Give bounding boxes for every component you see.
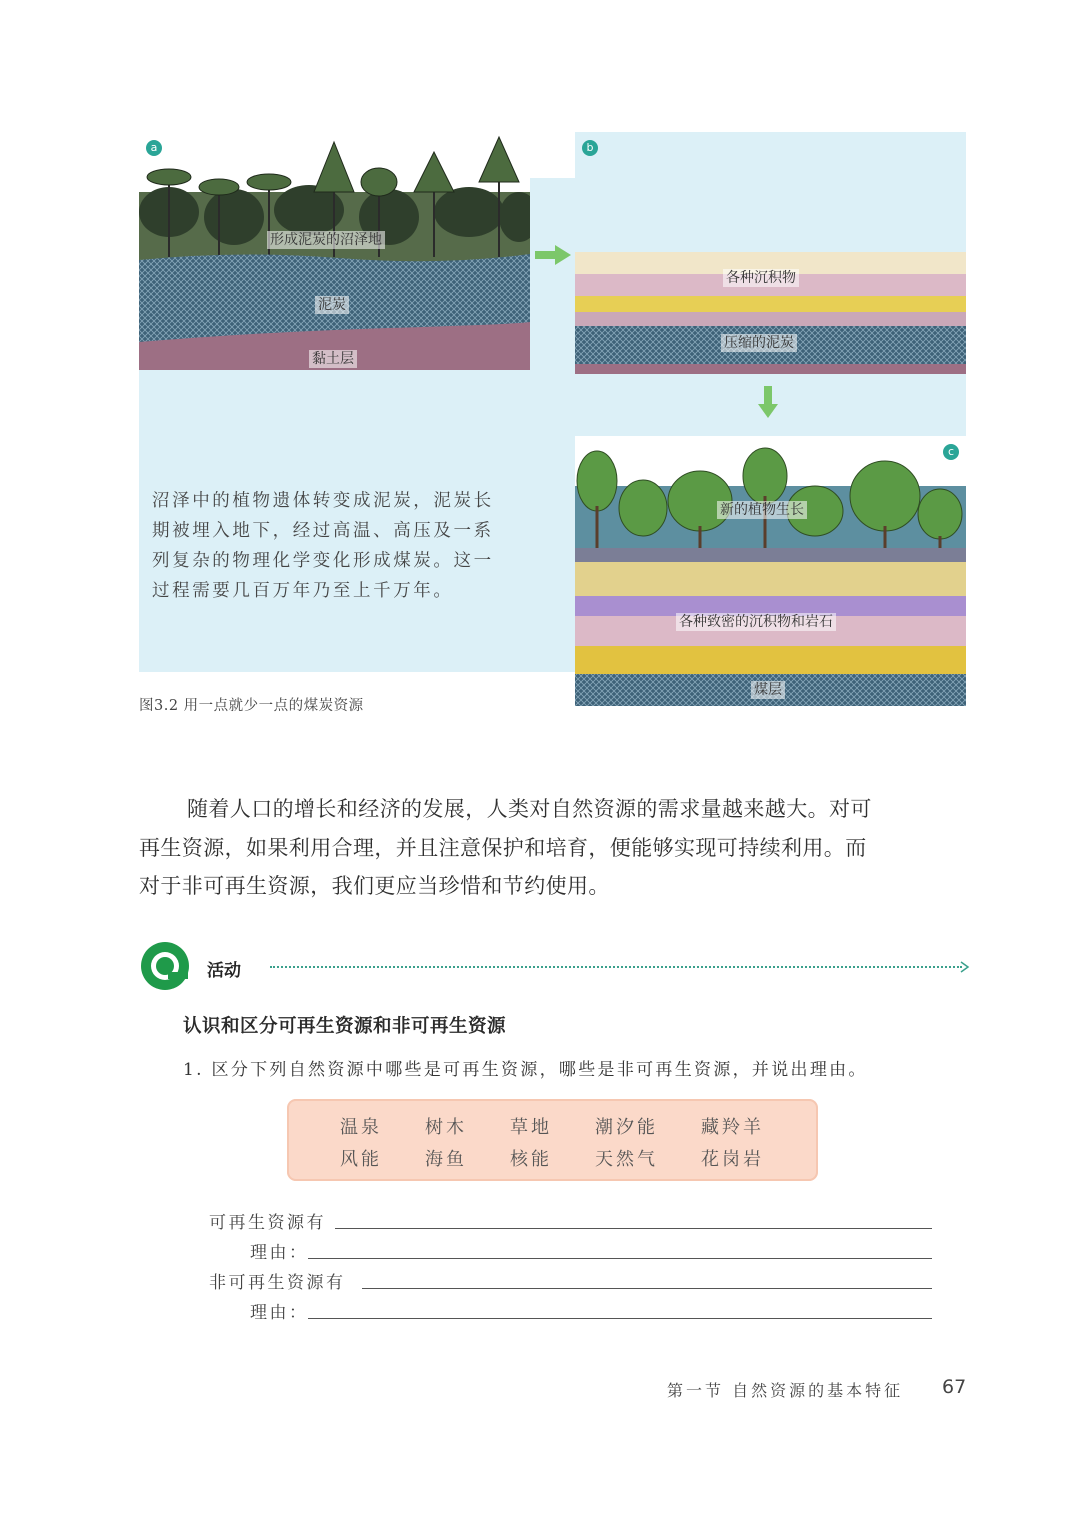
activity-icon [138, 939, 194, 995]
resource-item: 潮汐能 [595, 1117, 658, 1138]
description-line: 沼泽中的植物遗体转变成泥炭，泥炭长 [152, 491, 494, 511]
activity-title: 活动 [207, 961, 241, 981]
description-line: 列复杂的物理化学变化形成煤炭。这一 [152, 551, 494, 571]
panel-c-coal-illustration [575, 436, 966, 706]
panel-b-sediment-illustration [575, 132, 966, 374]
figure-caption: 图3.2 用一点就少一点的煤炭资源 [139, 698, 364, 714]
activity-subtitle: 认识和区分可再生资源和非可再生资源 [183, 1016, 507, 1037]
new-plants-label: 新的植物生长 [717, 501, 807, 519]
section-footer: 第一节 自然资源的基本特征 [667, 1381, 904, 1400]
clay-label: 黏土层 [309, 350, 357, 368]
resource-item: 核能 [510, 1149, 552, 1170]
description-line: 期被埋入地下，经过高温、高压及一系 [152, 521, 494, 541]
reason-label: 理由： [250, 1303, 309, 1323]
resource-item: 风能 [340, 1149, 382, 1170]
arrow-down-icon [756, 384, 780, 420]
renewable-label: 可再生资源有 [209, 1213, 326, 1233]
arrow-right-icon [533, 243, 573, 267]
body-paragraph [139, 790, 969, 906]
renewable-answer-line[interactable] [335, 1228, 932, 1229]
resource-item: 草地 [510, 1117, 552, 1138]
figure-description [152, 486, 532, 606]
panel-a-marker: a [146, 140, 162, 156]
page-number: 67 [942, 1376, 967, 1398]
reason-answer-line[interactable] [308, 1318, 932, 1319]
swamp-illustration [139, 132, 530, 370]
chevron-right-icon [960, 961, 970, 973]
coal-seam-label: 煤层 [751, 681, 785, 699]
sediment-label: 各种沉积物 [723, 269, 799, 287]
description-line: 过程需要几百万年乃至上千万年。 [152, 581, 454, 601]
resources-box [287, 1099, 818, 1181]
nonrenewable-label: 非可再生资源有 [209, 1273, 346, 1293]
coal-illustration [575, 436, 966, 706]
peat-label: 泥炭 [315, 296, 349, 314]
activity-divider [270, 966, 962, 968]
paragraph-line: 对于非可再生资源，我们更应当珍惜和节约使用。 [139, 874, 610, 898]
reason-label: 理由： [250, 1243, 309, 1263]
panel-a-swamp-illustration [139, 132, 530, 370]
reason-answer-line[interactable] [308, 1258, 932, 1259]
resource-item: 海鱼 [425, 1149, 467, 1170]
resource-item: 温泉 [340, 1117, 382, 1138]
resource-item: 树木 [425, 1117, 467, 1138]
resource-item: 花岗岩 [701, 1149, 764, 1170]
resource-item: 藏羚羊 [701, 1117, 764, 1138]
paragraph-line: 再生资源，如果利用合理，并且注意保护和培育，便能够实现可持续利用。而 [139, 835, 867, 860]
nonrenewable-answer-line[interactable] [362, 1288, 932, 1289]
compressed-peat-label: 压缩的泥炭 [721, 334, 797, 352]
paragraph-line: 随着人口的增长和经济的发展，人类对自然资源的需求量越来越大。对可 [187, 797, 872, 821]
rock-layers-label: 各种致密的沉积物和岩石 [676, 613, 836, 631]
panel-c-marker: c [943, 444, 959, 460]
swamp-label: 形成泥炭的沼泽地 [267, 231, 385, 249]
question-1: 1. 区分下列自然资源中哪些是可再生资源，哪些是非可再生资源，并说出理由。 [183, 1060, 868, 1080]
panel-b-marker: b [582, 140, 598, 156]
resource-item: 天然气 [595, 1149, 658, 1170]
